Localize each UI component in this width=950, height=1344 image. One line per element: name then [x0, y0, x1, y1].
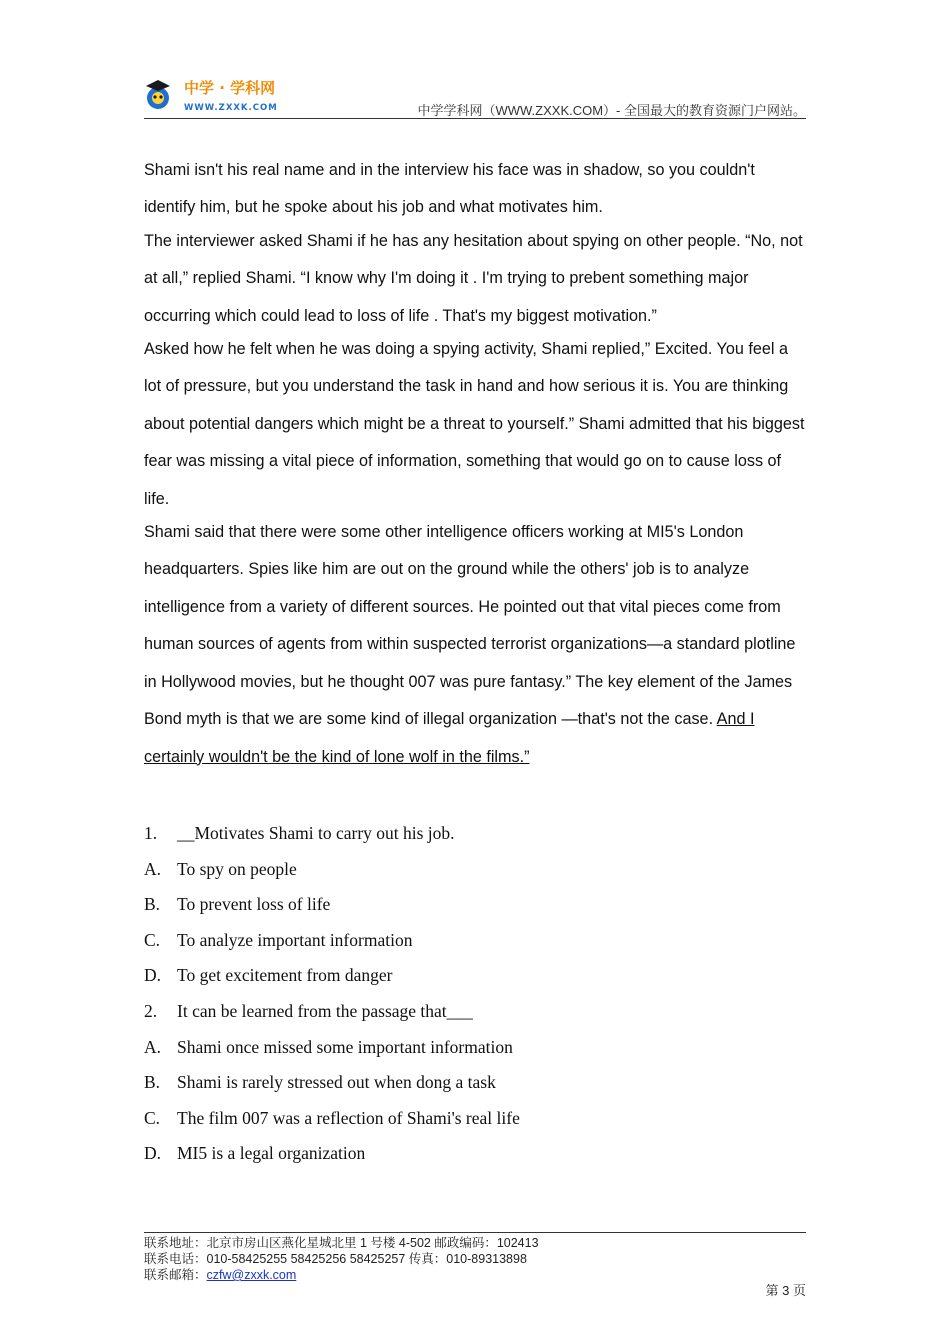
question-1-option-d: [144, 958, 806, 994]
footer-email-label: 联系邮箱：: [144, 1268, 207, 1282]
option-text: MI5 is a legal organization: [177, 1143, 366, 1164]
page-number: 第 3 页: [765, 1283, 806, 1298]
passage-paragraph-2: The interviewer asked Shami if he has any hesitation about spying on other people. “No, not at all,” replied Shami. “I know why I'm doing it . I'm trying to prebent something major occurring which could lead to loss of life . That's my biggest motivation.”: [144, 231, 803, 325]
footer-phone: 联系电话：010-58425255 58425256 58425257 传真：010-89313898: [144, 1252, 527, 1266]
passage-paragraph-1: Shami isn't his real name and in the interview his face was in shadow, so you couldn't identify him, but he spoke about his job and what motivates him.: [144, 161, 755, 217]
option-text: To spy on people: [177, 858, 297, 879]
svg-text:中学 · 学科网: 中学 · 学科网: [184, 79, 276, 97]
option-label: A.: [144, 1036, 162, 1057]
question-1-option-b: [144, 887, 806, 923]
zxxk-logo: [144, 76, 294, 116]
header-site-title: 中学学科网（WWW.ZXXK.COM）- 全国最大的教育资源门户网站。: [417, 103, 806, 118]
reading-passage: [144, 152, 806, 776]
footer-email-row: [144, 1267, 806, 1283]
passage-paragraph-4-text: Shami said that there were some other intelligence officers working at MI5's London headquarters. Spies like him are out on the ground while the others' job is to analyze intelligence from a variety of different sources. He pointed out that vital pieces come from human sources of agents from within suspected terrorist organizations—a standard plotline in Hollywood movies, but he thought 007 was pure fantasy.” The key element of the James Bond myth is that we are some kind of illegal organization —that's not the case.: [144, 523, 796, 729]
option-label: B.: [144, 1072, 161, 1093]
question-2-option-b: [144, 1065, 806, 1101]
underlined-sentence: And I certainly wouldn't be the kind of lone wolf in the films.”: [144, 710, 755, 766]
option-label: B.: [144, 894, 161, 915]
option-text: To prevent loss of life: [177, 894, 331, 915]
page-footer: [144, 1232, 806, 1283]
footer-email-link[interactable]: czfw@zxxk.com: [206, 1268, 297, 1282]
question-1-option-c: [144, 923, 806, 959]
footer-contact: [144, 1235, 806, 1283]
option-text: Shami is rarely stressed out when dong a task: [177, 1072, 496, 1093]
svg-text:WWW.ZXXK.COM: WWW.ZXXK.COM: [184, 103, 278, 113]
questions-section: [144, 816, 806, 1172]
question-1-option-a: [144, 852, 806, 888]
passage-paragraph-4: [144, 514, 806, 776]
option-text: To get excitement from danger: [177, 965, 393, 986]
option-label: A.: [144, 858, 162, 879]
question-2-option-a: [144, 1030, 806, 1066]
option-text: To analyze important information: [177, 929, 413, 950]
option-label: C.: [144, 1107, 161, 1128]
question-1-stem: [144, 816, 806, 852]
question-number: 2.: [144, 1000, 158, 1021]
footer-divider: [144, 1232, 806, 1233]
question-text: It can be learned from the passage that___: [177, 1000, 473, 1021]
question-2-stem: [144, 994, 806, 1030]
option-label: D.: [144, 965, 162, 986]
page-header: [144, 72, 806, 120]
option-text: The film 007 was a reflection of Shami's real life: [177, 1107, 520, 1128]
header-divider: [144, 118, 806, 119]
option-text: Shami once missed some important information: [177, 1036, 513, 1057]
footer-address: 联系地址：北京市房山区燕化星城北里 1 号楼 4-502 邮政编码：102413: [144, 1236, 539, 1250]
question-2-option-c: [144, 1101, 806, 1137]
question-text: __Motivates Shami to carry out his job.: [177, 823, 455, 843]
option-label: C.: [144, 929, 161, 950]
passage-paragraph-3: Asked how he felt when he was doing a spying activity, Shami replied,” Excited. You feel a lot of pressure, but you understand the task in hand and how serious it is. You are thinking about potential dangers which might be a threat to yourself.” Shami admitted that his biggest fear was missing a vital piece of information, something that would go on to cause loss of life.: [144, 340, 805, 508]
question-2-option-d: [144, 1136, 806, 1172]
question-number: 1.: [144, 823, 158, 843]
option-label: D.: [144, 1143, 162, 1164]
